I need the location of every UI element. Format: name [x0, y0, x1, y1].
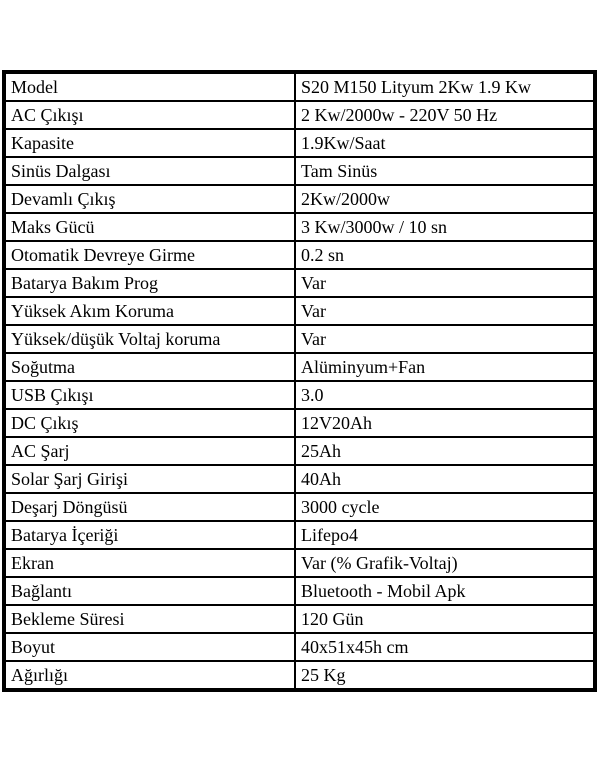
table-row-weight	[4, 661, 595, 690]
spec-value: 3000 cycle	[295, 493, 595, 521]
table-row-dimensions	[4, 633, 595, 661]
spec-label: Kapasite	[4, 129, 295, 157]
spec-label: USB Çıkışı	[4, 381, 295, 409]
table-row-model	[4, 72, 595, 101]
table-row-connection	[4, 577, 595, 605]
table-row-sine-wave	[4, 157, 595, 185]
table-row-max-power	[4, 213, 595, 241]
spec-value: Var (% Grafik-Voltaj)	[295, 549, 595, 577]
spec-table-body	[4, 72, 595, 690]
spec-value: 25 Kg	[295, 661, 595, 690]
table-row-dc-output	[4, 409, 595, 437]
spec-label: Boyut	[4, 633, 295, 661]
table-row-ac-charge	[4, 437, 595, 465]
spec-label: Bekleme Süresi	[4, 605, 295, 633]
table-row-ac-output	[4, 101, 595, 129]
spec-label: Otomatik Devreye Girme	[4, 241, 295, 269]
spec-label: Ekran	[4, 549, 295, 577]
table-row-battery-chemistry	[4, 521, 595, 549]
table-row-standby-time	[4, 605, 595, 633]
table-row-capacity	[4, 129, 595, 157]
spec-value: 2 Kw/2000w - 220V 50 Hz	[295, 101, 595, 129]
table-row-auto-switch	[4, 241, 595, 269]
table-row-cooling	[4, 353, 595, 381]
spec-label: DC Çıkış	[4, 409, 295, 437]
spec-label: Batarya Bakım Prog	[4, 269, 295, 297]
spec-label: Devamlı Çıkış	[4, 185, 295, 213]
spec-value: 12V20Ah	[295, 409, 595, 437]
table-row-screen	[4, 549, 595, 577]
spec-value: 0.2 sn	[295, 241, 595, 269]
spec-label: Batarya İçeriği	[4, 521, 295, 549]
spec-value: 25Ah	[295, 437, 595, 465]
spec-value: 40Ah	[295, 465, 595, 493]
spec-value: Bluetooth - Mobil Apk	[295, 577, 595, 605]
spec-value: Lifepo4	[295, 521, 595, 549]
spec-value: 2Kw/2000w	[295, 185, 595, 213]
table-row-usb-output	[4, 381, 595, 409]
spec-value: 3.0	[295, 381, 595, 409]
spec-value: 40x51x45h cm	[295, 633, 595, 661]
table-row-battery-maintenance	[4, 269, 595, 297]
spec-value: Var	[295, 269, 595, 297]
spec-label: AC Çıkışı	[4, 101, 295, 129]
spec-label: Yüksek/düşük Voltaj koruma	[4, 325, 295, 353]
table-row-voltage-protection	[4, 325, 595, 353]
table-row-continuous-output	[4, 185, 595, 213]
spec-value: 1.9Kw/Saat	[295, 129, 595, 157]
spec-value: Var	[295, 297, 595, 325]
table-row-discharge-cycle	[4, 493, 595, 521]
spec-label: Solar Şarj Girişi	[4, 465, 295, 493]
spec-label: Model	[4, 72, 295, 101]
spec-value: 120 Gün	[295, 605, 595, 633]
table-row-solar-input	[4, 465, 595, 493]
spec-label: Yüksek Akım Koruma	[4, 297, 295, 325]
table-row-overcurrent-protection	[4, 297, 595, 325]
spec-label: Ağırlığı	[4, 661, 295, 690]
spec-value: S20 M150 Lityum 2Kw 1.9 Kw	[301, 77, 532, 97]
spec-label: Maks Gücü	[4, 213, 295, 241]
spec-label: AC Şarj	[4, 437, 295, 465]
spec-value: 3 Kw/3000w / 10 sn	[295, 213, 595, 241]
spec-label: Soğutma	[4, 353, 295, 381]
spec-label: Bağlantı	[4, 577, 295, 605]
spec-table	[2, 70, 597, 692]
spec-label: Sinüs Dalgası	[4, 157, 295, 185]
spec-value: Var	[295, 325, 595, 353]
spec-value: Alüminyum+Fan	[295, 353, 595, 381]
spec-label: Deşarj Döngüsü	[4, 493, 295, 521]
spec-value: Tam Sinüs	[295, 157, 595, 185]
